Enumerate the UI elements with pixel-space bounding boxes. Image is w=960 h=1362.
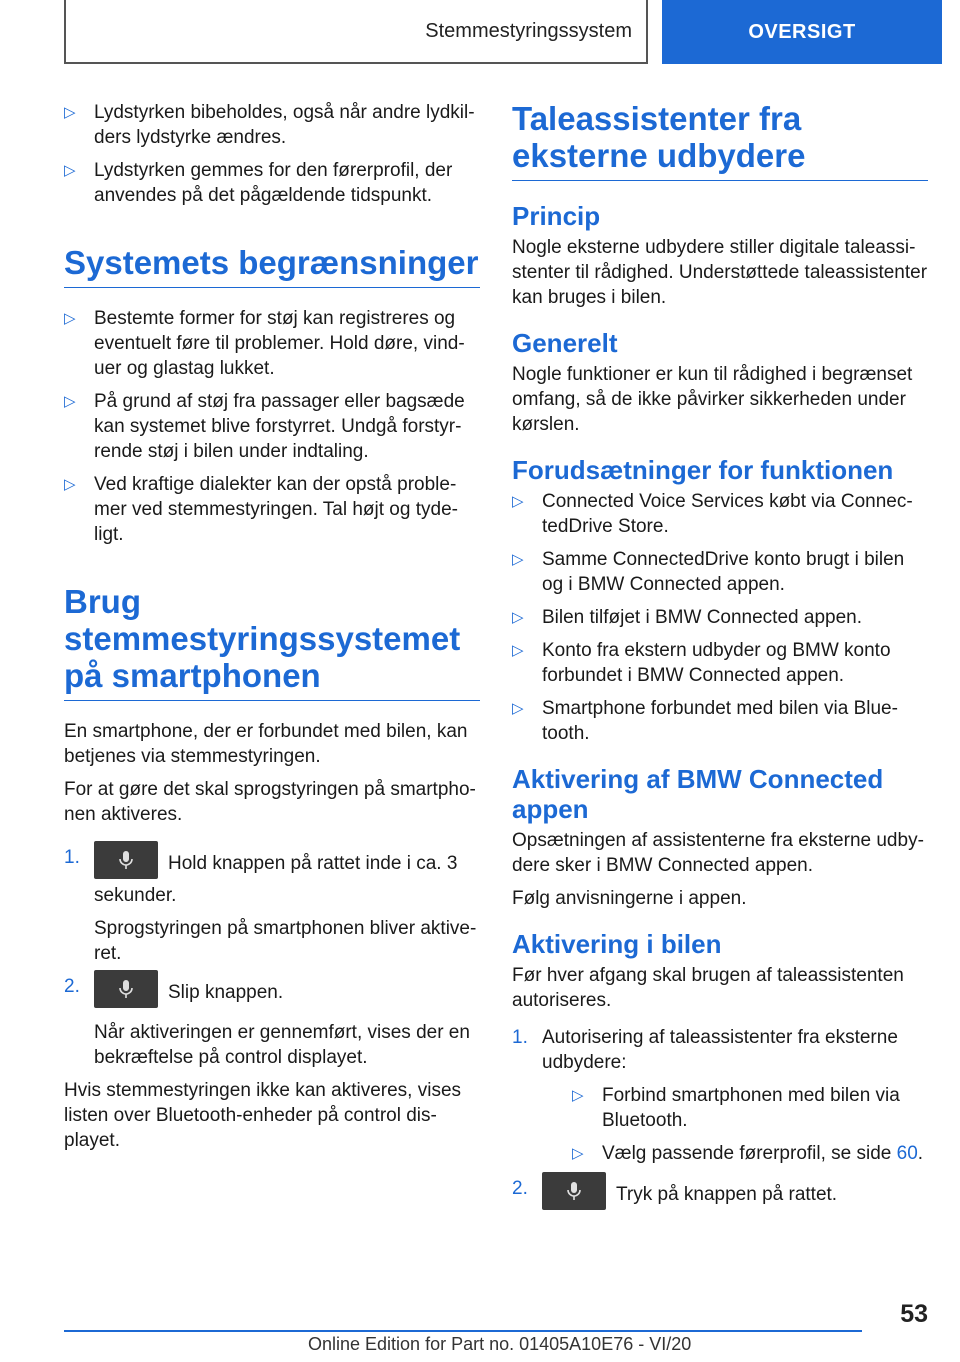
header-section-title: Stemmestyringssystem xyxy=(425,19,632,42)
microphone-icon xyxy=(118,850,134,870)
right-column xyxy=(512,100,928,1222)
footer-divider xyxy=(64,1330,862,1332)
bullet-triangle-icon: ▷ xyxy=(512,642,524,659)
general-title: Generelt xyxy=(512,328,618,358)
list-item: ▷ Vælg passende førerprofil, se side 60. xyxy=(572,1143,924,1164)
steering-wheel-voice-button xyxy=(94,841,158,879)
step-note: Sprogstyringen på smartphonen bliver aktiveret. xyxy=(94,918,477,964)
steering-wheel-voice-button xyxy=(542,1172,606,1210)
smartphone-heading-wrap xyxy=(64,583,480,701)
step-number: 1. xyxy=(512,1027,528,1048)
step-number: 2. xyxy=(64,976,80,997)
list-item: ▷ På grund af støj fra passager eller bagsæde kan systemet blive forstyrret. Undgå forstyrrende støj i bilen under indtaling. xyxy=(64,391,465,462)
list-item: ▷ Lydstyrken gemmes for den førerprofil, der anvendes på det pågældende tidspunkt. xyxy=(64,160,453,206)
app-activation-title: Aktivering af BMW Connected appen xyxy=(512,764,884,824)
smartphone-paragraph: For at gøre det skal sprogstyringen på smartphonen aktiveres. xyxy=(64,779,476,825)
step-item: 1. Hold knappen på rattet inde i ca. 3 sekunder. Sprogstyringen på smartphonen bliver aktiveret. xyxy=(64,845,480,966)
step-note: Når aktiveringen er gennemført, vises der en bekræftelse på control displayet. xyxy=(94,1022,470,1068)
footer-edition: Online Edition for Part no. 01405A10E76 - VI/20 xyxy=(308,1334,692,1354)
requirements-title: Forudsætninger for funktionen xyxy=(512,455,894,485)
step-number: 1. xyxy=(64,847,80,868)
list-item: ▷ Bestemte former for støj kan registreres og eventuelt føre til problemer. Hold døre, vinduer og glastag lukket. xyxy=(64,308,465,379)
limits-title: Systemets begrænsninger xyxy=(64,244,479,281)
page-number: 53 xyxy=(900,1300,928,1328)
closing-paragraph: Hvis stemmestyringen ikke kan aktiveres, vises listen over Bluetooth-enheder på control displayet. xyxy=(64,1080,462,1151)
bullet-triangle-icon: ▷ xyxy=(572,1145,584,1162)
bullet-triangle-icon: ▷ xyxy=(512,609,524,626)
app-activation-text: Følg anvisningerne i appen. xyxy=(512,888,747,909)
smartphone-title: Brug stemmestyringssystemet på smartphonen xyxy=(64,583,461,694)
list-item: ▷ Konto fra ekstern udbyder og BMW konto forbundet i BMW Connected appen. xyxy=(512,640,891,686)
sub-list xyxy=(542,1083,928,1166)
car-activation-title: Aktivering i bilen xyxy=(512,929,722,959)
car-activation-text: Før hver afgang skal brugen af taleassistenten autoriseres. xyxy=(512,965,904,1011)
bullet-triangle-icon: ▷ xyxy=(64,393,76,410)
principle-text: Nogle eksterne udbydere stiller digitale taleassistenter til rådighed. Understøttede taleassistenter kan bruges i bilen. xyxy=(512,237,928,308)
steering-wheel-voice-button xyxy=(94,970,158,1008)
header-tab-overview[interactable] xyxy=(662,0,942,64)
microphone-icon xyxy=(566,1181,582,1201)
header-tab-label: OVERSIGT xyxy=(748,20,856,43)
list-item: ▷ Connected Voice Services købt via ConnectedDrive Store. xyxy=(512,491,913,537)
page-reference-link[interactable]: 60 xyxy=(896,1143,918,1164)
left-column xyxy=(64,100,480,1161)
bullet-triangle-icon: ▷ xyxy=(64,310,76,327)
step-number: 2. xyxy=(512,1178,528,1199)
list-item: ▷ Ved kraftige dialekter kan der opstå problemer ved stemmestyringen. Tal højt og tydeligt. xyxy=(64,474,458,545)
microphone-icon xyxy=(118,979,134,999)
step-item: 2. Slip knappen. Når aktiveringen er gennemført, vises der en bekræftelse på control displayet. xyxy=(64,974,480,1070)
app-activation-text: Opsætningen af assistenterne fra eksterne udbydere sker i BMW Connected appen. xyxy=(512,830,924,876)
list-item: ▷ Lydstyrken bibeholdes, også når andre lydkilders lydstyrke ændres. xyxy=(64,102,475,148)
list-item: ▷ Forbind smartphonen med bilen via Bluetooth. xyxy=(572,1085,900,1131)
list-item: ▷ Samme ConnectedDrive konto brugt i bilen og i BMW Connected appen. xyxy=(512,549,905,595)
header-section xyxy=(64,0,648,64)
right-heading-wrap xyxy=(512,100,928,181)
bullet-triangle-icon: ▷ xyxy=(64,162,76,179)
step-item: 1. Autorisering af taleassistenter fra eksterne udbydere: ▷ Forbind smartphonen med bilen via Bluetooth. ▷ Vælg passende førerprofil, se side 60. xyxy=(512,1025,928,1166)
bullet-triangle-icon: ▷ xyxy=(572,1087,584,1104)
bullet-triangle-icon: ▷ xyxy=(512,551,524,568)
principle-title: Princip xyxy=(512,201,601,231)
smartphone-paragraph: En smartphone, der er forbundet med bilen, kan betjenes via stemmestyringen. xyxy=(64,721,468,767)
bullet-triangle-icon: ▷ xyxy=(512,700,524,717)
step-item: 2. Tryk på knappen på rattet. xyxy=(512,1176,928,1214)
bullet-triangle-icon: ▷ xyxy=(64,104,76,121)
list-item: ▷ Bilen tilføjet i BMW Connected appen. xyxy=(512,607,862,628)
list-item: ▷ Smartphone forbundet med bilen via Bluetooth. xyxy=(512,698,898,744)
bullet-triangle-icon: ▷ xyxy=(512,493,524,510)
external-assistants-title: Taleassistenter fra eksterne udbydere xyxy=(512,100,806,174)
bullet-triangle-icon: ▷ xyxy=(64,476,76,493)
limits-heading-wrap xyxy=(64,244,480,288)
general-text: Nogle funktioner er kun til rådighed i begrænset omfang, så de ikke påvirker sikkerheden under kørslen. xyxy=(512,364,913,435)
